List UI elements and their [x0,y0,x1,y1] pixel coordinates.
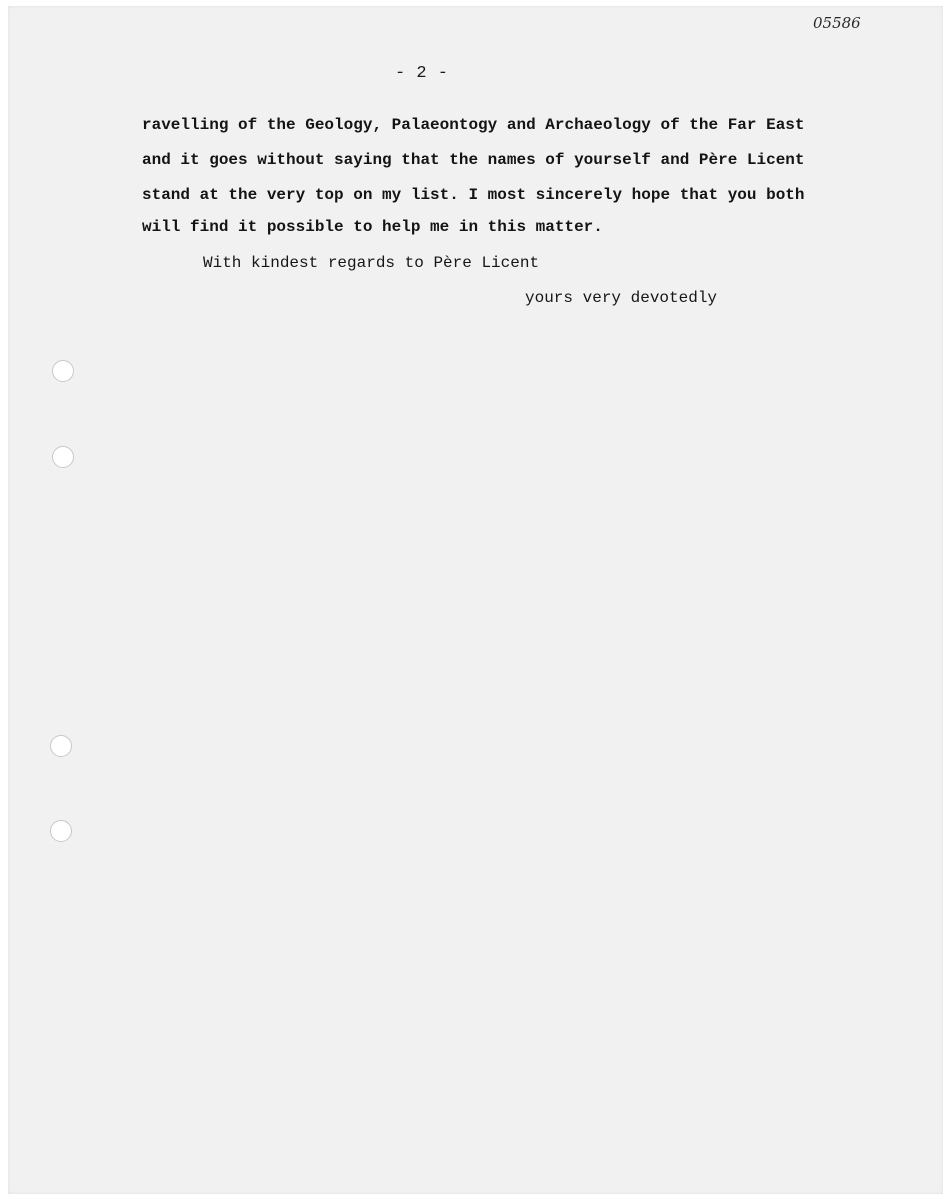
archive-number: 05586 [813,14,861,32]
body-line: and it goes without saying that the names of yourself and Père Licent [142,151,805,169]
closing-line: yours very devotedly [525,289,718,307]
regards-line: With kindest regards to Père Licent [203,254,540,272]
body-line: ravelling of the Geology, Palaeontogy and Archaeology of the Far East [142,116,805,134]
punch-hole [50,735,72,757]
punch-hole [52,360,74,382]
page-number: - 2 - [395,64,449,83]
body-line: will find it possible to help me in this matter. [142,218,603,236]
punch-hole [52,446,74,468]
paper-sheet [8,6,943,1194]
punch-hole [50,820,72,842]
body-line: stand at the very top on my list. I most sincerely hope that you both [142,186,805,204]
